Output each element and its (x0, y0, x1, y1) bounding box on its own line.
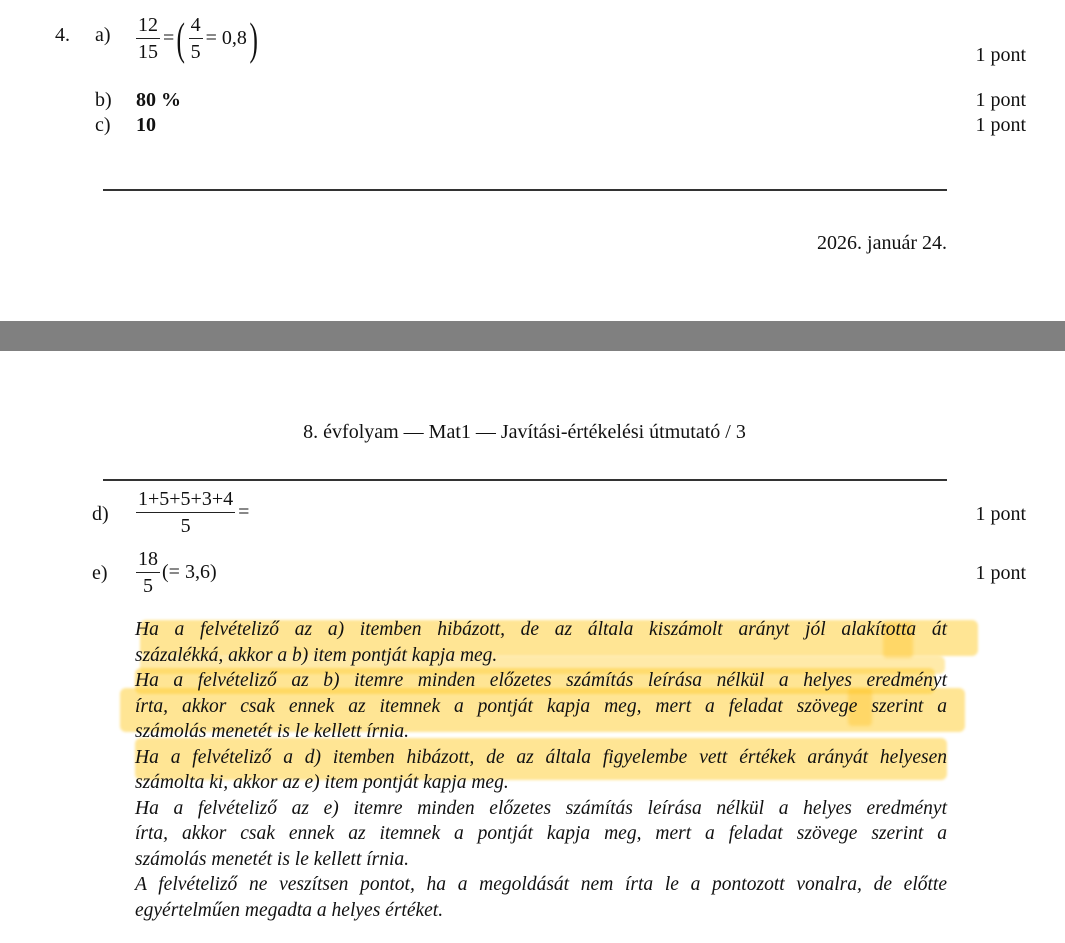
close-paren: ) (249, 12, 258, 64)
item-b-label: b) (95, 89, 112, 111)
item-c-points: 1 pont (975, 114, 1026, 136)
item-a-points: 1 pont (975, 44, 1026, 66)
page-header: 8. évfolyam — Mat1 — Javítási-értékelési útmutató / 3 (303, 421, 746, 443)
denominator: 15 (138, 41, 158, 63)
result-value: = 0,8 (205, 27, 247, 49)
item-d-points: 1 pont (975, 503, 1026, 525)
item-a-formula (136, 14, 257, 63)
note-line: egyértelműen megadta a helyes értéket. (135, 899, 444, 921)
fraction-18-5 (136, 548, 160, 597)
fraction-4-5 (189, 14, 203, 63)
numerator: 1+5+5+3+4 (136, 488, 235, 513)
numerator: 18 (136, 548, 160, 573)
note-line: írta, akkor csak ennek az itemnek a pontját kapja meg, mert a feladat szövege szerint a (135, 823, 947, 844)
note-line: Ha a felvételiző az b) itemre minden előzetes számítás leírása nélkül a helyes eredményt (135, 670, 947, 691)
item-a-label: a) (95, 24, 111, 46)
numerator: 4 (189, 14, 203, 39)
decimal-value: (= 3,6) (162, 561, 217, 583)
item-d-formula (136, 488, 252, 537)
item-c-label: c) (95, 114, 111, 136)
equals-sign: = (238, 501, 250, 523)
page-separator (0, 321, 1065, 351)
note-line: számolás menetét is le kellett írnia. (135, 848, 410, 870)
equals-sign: = (163, 27, 175, 49)
fraction-12-15 (136, 14, 160, 63)
header-rule (103, 479, 947, 481)
footer-date: 2026. január 24. (817, 232, 947, 254)
fraction-sum (136, 488, 235, 537)
task-number: 4. (55, 24, 70, 46)
scoring-notes (135, 617, 947, 923)
item-b-answer: 80 % (136, 89, 181, 111)
note-line: számolás menetét is le kellett írnia. (135, 721, 410, 742)
note-line: A felvételiző ne veszítsen pontot, ha a megoldását nem írta le a pontozott vonalra, de előtte (135, 874, 947, 895)
denominator: 5 (143, 575, 153, 597)
item-e-formula (136, 548, 217, 597)
item-e-points: 1 pont (975, 562, 1026, 584)
note-line: Ha a felvételiző az a) itemben hibázott, de az általa kiszámolt arányt jól alakította át (135, 619, 947, 640)
item-d-label: d) (92, 503, 109, 525)
note-line: százalékká, akkor a b) item pontját kapja meg. (135, 644, 498, 666)
note-line: Ha a felvételiző az e) itemre minden előzetes számítás leírása nélkül a helyes eredményt (135, 797, 947, 819)
note-line: Ha a felvételiző a d) itemben hibázott, de az általa figyelembe vett értékek arányát helyesen (135, 746, 947, 768)
item-c-answer: 10 (136, 114, 156, 136)
numerator: 12 (136, 14, 160, 39)
note-line: írta, akkor csak ennek az itemnek a pontját kapja meg, mert a feladat szövege szerint a (135, 695, 947, 717)
item-b-points: 1 pont (975, 89, 1026, 111)
denominator: 5 (190, 41, 201, 63)
item-e-label: e) (92, 562, 108, 584)
note-line: számolta ki, akkor az e) item pontját kapja meg. (135, 772, 509, 793)
denominator: 5 (180, 515, 191, 537)
footer-rule (103, 189, 947, 191)
open-paren: ( (176, 12, 186, 64)
